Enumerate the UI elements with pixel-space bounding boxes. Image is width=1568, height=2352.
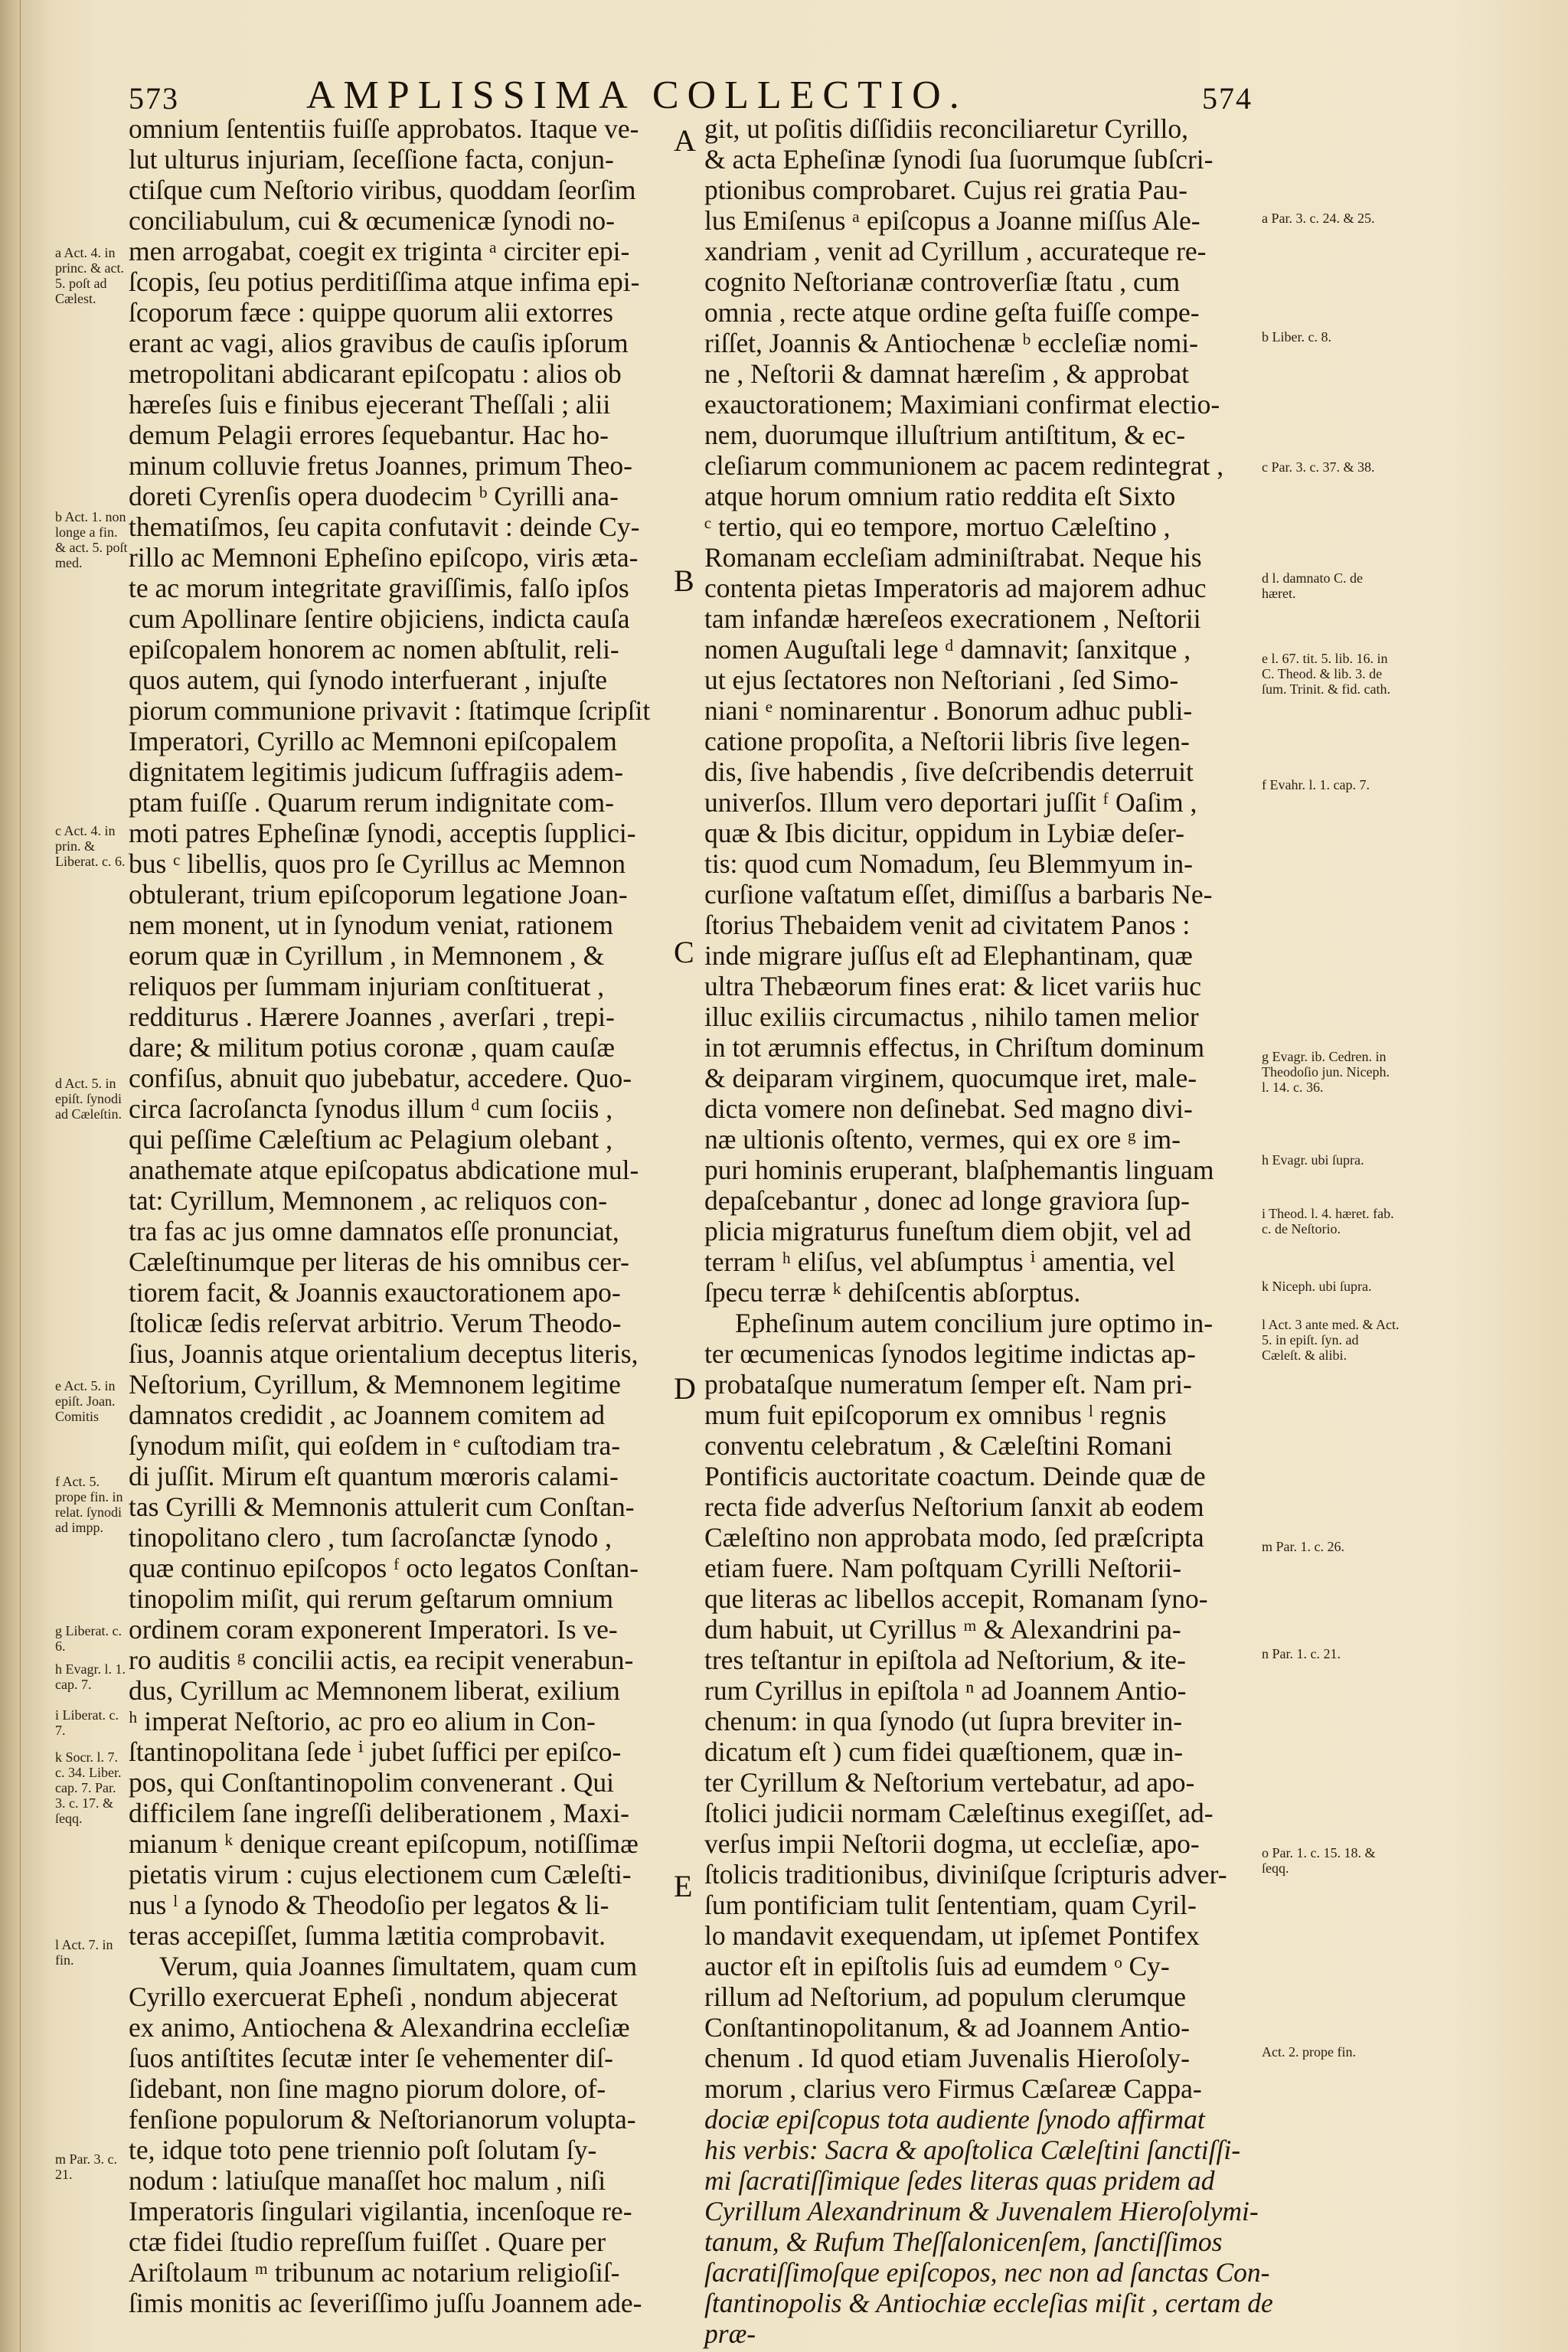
text-line: tra fas ac jus omne damnatos eſſe pronunciat, [129, 1216, 619, 1246]
text-line: nodum : latiuſque manaſſet hoc malum , niſi [129, 2165, 606, 2196]
text-line: di juſſit. Mirum eſt quantum mœroris calami- [129, 1461, 619, 1491]
text-line: ſidebant, non ſine magno piorum dolore, of- [129, 2073, 606, 2104]
text-line: cum Apollinare ſentire objiciens, indicta cauſa [129, 603, 630, 634]
text-line: dignitatem legitimis judicum ſuffragiis adem- [129, 756, 624, 787]
text-line: verſus impii Neſtorii dogma, ut eccleſiæ, apo- [704, 1828, 1200, 1859]
text-line: quos autem, qui ſynodo interfuerant , injuſte [129, 665, 608, 695]
margin-note: e Act. 5. in epiſt. Joan. Comitis [55, 1378, 116, 1424]
text-line: mum fuit epiſcoporum ex omnibus ˡ regnis [704, 1400, 1167, 1430]
text-line: git, ut poſitis diſſidiis reconciliaretur Cyrillo, [704, 113, 1189, 144]
text-line: curſione vaſtatum eſſet, dimiſſus a barbaris Ne- [704, 879, 1213, 910]
text-line: cognito Neſtorianæ controverſiæ ſtatu , cum [704, 266, 1181, 297]
margin-note: d Act. 5. in epiſt. ſynodi ad Cæleſtin. [55, 1076, 122, 1122]
previous-page-edge [0, 0, 21, 2352]
margin-note: l Act. 3 ante med. & Act. 5. in epiſt. ſyn. ad Cæleſt. & alibi. [1262, 1317, 1400, 1363]
text-line: piorum communione privavit : ſtatimque ſcripſit [129, 695, 651, 726]
text-line: auctor eſt in epiſtolis ſuis ad eumdem ᵒ Cy- [704, 1951, 1170, 1981]
text-line: exauctorationem; Maximiani confirmat electio- [704, 389, 1220, 420]
text-line: Cæleſtinumque per literas de his omnibus cer- [129, 1246, 629, 1277]
section-letter: E [674, 1869, 693, 1903]
text-line: tres teſtantur in epiſtola ad Neſtorium, & ite- [704, 1645, 1186, 1675]
text-line: dicta vomere non deſinebat. Sed magno divi- [704, 1093, 1193, 1124]
text-line: univerſos. Illum vero deportari juſſit ᶠ Oaſim , [704, 787, 1197, 818]
text-line: fenſione populorum & Neſtorianorum volupta- [129, 2104, 636, 2135]
text-line: chenum . Id quod etiam Juvenalis Hieroſoly- [704, 2043, 1190, 2073]
text-line: ter Cyrillum & Neſtorium vertebatur, ad apo- [704, 1767, 1195, 1798]
section-letter: C [674, 935, 694, 969]
text-line: moti patres Epheſinæ ſynodi, acceptis ſupplici- [129, 818, 636, 848]
text-line: Cæleſtino non approbata modo, ſed præſcripta [704, 1522, 1204, 1553]
text-line: Imperatori, Cyrillo ac Memnoni epiſcopalem [129, 726, 617, 756]
margin-note: f Act. 5. prope fin. in relat. ſynodi ad impp. [55, 1474, 123, 1535]
text-line: ſum pontificiam tulit ſententiam, quam Cyril- [704, 1890, 1197, 1920]
text-line: rillum ad Neſtorium, ad populum clerumque [704, 1981, 1186, 2012]
text-line: doreti Cyrenſis opera duodecim ᵇ Cyrilli ana- [129, 481, 619, 511]
text-line: ſtantinopolitana ſede ⁱ jubet ſuffici per epiſco- [129, 1736, 622, 1767]
text-line: Pontificis auctoritate coactum. Deinde quæ de [704, 1461, 1206, 1491]
text-line: in tot ærumnis effectus, in Chriſtum dominum [704, 1032, 1205, 1063]
text-line: ro auditis ᵍ concilii actis, ea recipit venerabun- [129, 1645, 634, 1675]
text-line: ut ejus ſectatores non Neſtoriani , ſed Simo- [704, 665, 1179, 695]
section-letter: B [674, 564, 694, 598]
text-line: teras accepiſſet, ſumma lætitia comprobavit. [129, 1920, 606, 1951]
text-line: dociæ epiſcopus tota audiente ſynodo affirmat [704, 2104, 1205, 2135]
margin-note: m Par. 3. c. 21. [55, 2151, 117, 2182]
text-line: ſius, Joannis atque orientalium deceptus literis, [129, 1338, 639, 1369]
text-line: qui peſſime Cæleſtium ac Pelagium olebant , [129, 1124, 612, 1155]
text-line: ſcopis, ſeu potius perditiſſima atque infima epi- [129, 266, 640, 297]
text-line: minum colluvie fretus Joannes, primum Theo- [129, 450, 632, 481]
text-line: pos, qui Conſtantinopolim convenerant . Qui [129, 1767, 614, 1798]
text-line: lut ulturus injuriam, ſeceſſione facta, conjun- [129, 144, 614, 175]
text-line: Imperatoris ſingulari vigilantia, incenſoque re- [129, 2196, 632, 2226]
right-page-number: 574 [1202, 81, 1253, 116]
margin-note: b Act. 1. non longe a fin. & act. 5. poſt med. [55, 509, 128, 570]
text-line: Cyrillo exercuerat Epheſi , nondum abjecerat [129, 1981, 618, 2012]
left-page-number: 573 [129, 81, 179, 116]
text-line: & acta Epheſinæ ſynodi ſua ſuorumque ſubſcri- [704, 144, 1214, 175]
text-line: eorum quæ in Cyrillum , in Memnonem , & [129, 940, 605, 971]
text-line: ordinem coram exponerent Imperatori. Is ve- [129, 1614, 618, 1645]
margin-note: i Liberat. c. 7. [55, 1707, 119, 1738]
margin-note: a Act. 4. in princ. & act. 5. poſt ad Cælest. [55, 245, 124, 306]
text-line: ptionibus comprobaret. Cujus rei gratia Pau- [704, 175, 1187, 205]
text-line: puri hominis eruperant, blaſphemantis linguam [704, 1155, 1214, 1185]
margin-note: i Theod. l. 4. hæret. fab. c. de Neſtorio. [1262, 1206, 1394, 1236]
text-line: chenum: in qua ſynodo (ut ſupra breviter in- [704, 1706, 1183, 1736]
text-line: Conſtantinopolitanum, & ad Joannem Antio- [704, 2012, 1191, 2043]
running-title: AMPLISSIMA COLLECTIO. [306, 74, 968, 117]
text-line: xandriam , venit ad Cyrillum , accurateque re- [704, 236, 1207, 266]
text-line: ex animo, Antiochena & Alexandrina eccleſiæ [129, 2012, 630, 2043]
margin-note: k Niceph. ubi ſupra. [1262, 1279, 1372, 1294]
text-line: probataſque numeratum ſemper eſt. Nam pri- [704, 1369, 1192, 1400]
text-line: depaſcebantur , donec ad longe graviora ſup- [704, 1185, 1190, 1216]
text-line: te ac morum integritate graviſſimis, falſo ipſos [129, 573, 629, 603]
text-line: ſpecu terræ ᵏ dehiſcentis abſorptus. [704, 1277, 1081, 1308]
text-line: ſacratiſſimoſque epiſcopos, nec non ad ſanctas Con- [704, 2257, 1270, 2288]
text-line: epiſcopalem honorem ac nomen abſtulit, reli- [129, 634, 619, 665]
text-line: te, idque toto pene triennio poſt ſolutam ſy- [129, 2135, 597, 2165]
text-line: erant ac vagi, alios gravibus de cauſis ipſorum [129, 328, 629, 358]
text-line: rum Cyrillus in epiſtola ⁿ ad Joannem Antio- [704, 1675, 1187, 1706]
text-line: ſtolicis traditionibus, diviniſque ſcripturis adver- [704, 1859, 1227, 1890]
text-line: ſynodum miſit, qui eoſdem in ᵉ cuſtodiam tra- [129, 1430, 621, 1461]
text-line: metropolitani abdicarant epiſcopatu : alios ob [129, 358, 622, 389]
text-line: illuc exiliis circumactus , nihilo tamen melior [704, 1001, 1199, 1032]
margin-note: l Act. 7. in fin. [55, 1937, 113, 1968]
text-line: thematiſmos, ſeu capita confutavit : deinde Cy- [129, 511, 640, 542]
text-line: næ ultionis oſtento, vermes, qui ex ore ᵍ im- [704, 1124, 1181, 1155]
margin-note: g Evagr. ib. Cedren. in Theodoſio jun. Niceph. l. 14. c. 36. [1262, 1049, 1390, 1095]
margin-note: b Liber. c. 8. [1262, 329, 1331, 345]
text-line: tam infandæ hæreſeos execrationem , Neſtorii [704, 603, 1201, 634]
text-line: tis: quod cum Nomadum, ſeu Blemmyum in- [704, 848, 1193, 879]
section-letter: A [674, 123, 696, 158]
text-line: Ariſtolaum ᵐ tribunum ac notarium religioſiſ- [129, 2257, 620, 2288]
text-line: terram ʰ eliſus, vel abſumptus ⁱ amentia, vel [704, 1246, 1175, 1277]
text-line: ptam fuiſſe . Quarum rerum indignitate com- [129, 787, 614, 818]
text-line: bus ᶜ libellis, quos pro ſe Cyrillus ac Memnon [129, 848, 626, 879]
text-line: inde migrare juſſus eſt ad Elephantinam, quæ [704, 940, 1193, 971]
text-line: tiorem facit, & Joannis exauctorationem apo- [129, 1277, 621, 1308]
text-line: atque horum omnium ratio reddita eſt Sixto [704, 481, 1176, 511]
left-text-column [129, 113, 680, 2318]
text-line: damnatos credidit , ac Joannem comitem ad [129, 1400, 606, 1430]
text-line: Romanam eccleſiam adminiſtrabat. Neque his [704, 542, 1202, 573]
text-line: ſtolici judicii normam Cæleſtinus exegiſſet, ad- [704, 1798, 1214, 1828]
text-line: quæ continuo epiſcopos ᶠ octo legatos Conſtan- [129, 1553, 639, 1583]
margin-note: a Par. 3. c. 24. & 25. [1262, 211, 1375, 226]
text-line: que literas ac libellos accepit, Romanam ſyno- [704, 1583, 1208, 1614]
text-line: quæ & Ibis dicitur, oppidum in Lybiæ deſer- [704, 818, 1184, 848]
text-line: ᶜ tertio, qui eo tempore, mortuo Cæleſtino , [704, 511, 1171, 542]
text-line: dis, ſive habendis , ſive deſcribendis deterruit [704, 756, 1194, 787]
text-line: ʰ imperat Neſtorio, ac pro eo alium in Con- [129, 1706, 596, 1736]
margin-note: m Par. 1. c. 26. [1262, 1539, 1344, 1554]
text-line: mi ſacratiſſimique ſedes literas quas pridem ad [704, 2165, 1215, 2196]
text-line: morum , clarius vero Firmus Cæſareæ Cappa- [704, 2073, 1202, 2104]
text-line: mianum ᵏ denique creant epiſcopum, notiſſimæ [129, 1828, 639, 1859]
text-line: dum habuit, ut Cyrillus ᵐ & Alexandrini pa- [704, 1614, 1181, 1645]
text-line: lus Emiſenus ᵃ epiſcopus a Joanne miſſus Ale- [704, 205, 1200, 236]
text-line: plicia migraturus funeſtum diem objit, vel ad [704, 1216, 1191, 1246]
text-line: recta fide adverſus Neſtorium ſanxit ab eodem [704, 1491, 1204, 1522]
text-line: ſimis monitis ac ſeveriſſimo juſſu Joannem ade- [129, 2288, 642, 2318]
margin-note: o Par. 1. c. 15. 18. & ſeqq. [1262, 1845, 1376, 1876]
text-line: anathemate atque epiſcopatus abdicatione mul- [129, 1155, 639, 1185]
margin-note: c Act. 4. in prin. & Liberat. c. 6. [55, 823, 126, 869]
text-line: tas Cyrilli & Memnonis attulerit cum Conſtan- [129, 1491, 635, 1522]
margin-note: d l. damnato C. de hæret. [1262, 570, 1363, 601]
margin-note: k Socr. l. 7. c. 34. Liber. cap. 7. Par. 3. c. 17. & ſeqq. [55, 1749, 122, 1826]
text-line: nem, duorumque illuſtrium antiſtitum, & ec- [704, 420, 1186, 450]
text-line: præ- [704, 2318, 756, 2349]
margin-note: n Par. 1. c. 21. [1262, 1646, 1341, 1661]
text-line: omnium ſententiis fuiſſe approbatos. Itaque ve- [129, 113, 639, 144]
text-line: pietatis virum : cujus electionem cum Cæleſti- [129, 1859, 632, 1890]
margin-note: g Liberat. c. 6. [55, 1623, 122, 1654]
text-line: nomen Auguſtali lege ᵈ damnavit; ſanxitque , [704, 634, 1191, 665]
section-letter: D [674, 1371, 696, 1406]
text-line: etiam fuere. Nam poſtquam Cyrilli Neſtorii- [704, 1553, 1182, 1583]
text-line: cleſiarum communionem ac pacem redintegrat , [704, 450, 1224, 481]
right-text-column [704, 113, 1273, 2349]
text-line: contenta pietas Imperatoris ad majorem adhuc [704, 573, 1207, 603]
text-line: tinopolitano clero , tum ſacroſanctæ ſynodo , [129, 1522, 612, 1553]
text-line: dare; & militum potius coronæ , quam cauſæ [129, 1032, 615, 1063]
text-line: ſtantinopolis & Antiochiæ eccleſias miſit , certam de [704, 2288, 1273, 2318]
text-line: Cyrillum Alexandrinum & Juvenalem Hieroſolymi- [704, 2196, 1259, 2226]
text-line: ter œcumenicas ſynodos legitime indictas ap- [704, 1338, 1196, 1369]
text-line: hæreſes ſuis e finibus ejecerant Theſſali ; alii [129, 389, 611, 420]
text-line: circa ſacroſancta ſynodus illum ᵈ cum ſociis , [129, 1093, 613, 1124]
margin-note: h Evagr. ubi ſupra. [1262, 1152, 1364, 1168]
text-line: ſtorius Thebaidem venit ad civitatem Panos : [704, 910, 1191, 940]
text-line: ſcoporum fæce : quippe quorum alii extorres [129, 297, 613, 328]
text-line: Epheſinum autem concilium jure optimo in- [735, 1308, 1214, 1338]
text-line: demum Pelagii errores ſequebantur. Hac ho- [129, 420, 609, 450]
text-line: Neſtorium, Cyrillum, & Memnonem legitime [129, 1369, 621, 1400]
text-line: & deiparam virginem, quocumque iret, male- [704, 1063, 1197, 1093]
text-line: ctiſque cum Neſtorio viribus, quoddam ſeorſim [129, 175, 636, 205]
text-line: confiſus, abnuit quo jubebatur, accedere. Quo- [129, 1063, 632, 1093]
text-line: his verbis: Sacra & apoſtolica Cæleſtini ſanctiſſi- [704, 2135, 1241, 2165]
text-line: redditurus . Hærere Joannes , averſari , trepi- [129, 1001, 615, 1032]
text-line: Verum, quia Joannes ſimultatem, quam cum [159, 1951, 638, 1981]
margin-note: c Par. 3. c. 37. & 38. [1262, 459, 1375, 475]
text-line: ultra Thebæorum fines erat: & licet variis huc [704, 971, 1202, 1001]
text-line: lo mandavit exequendam, ut ipſemet Pontifex [704, 1920, 1200, 1951]
text-line: reliquos per ſummam injuriam conſtituerat , [129, 971, 605, 1001]
text-line: difficilem ſane ingreſſi deliberationem , Maxi- [129, 1798, 629, 1828]
text-line: ſtolicæ ſedis reſervat arbitrio. Verum Theodo- [129, 1308, 622, 1338]
text-line: dus, Cyrillum ac Memnonem liberat, exilium [129, 1675, 620, 1706]
margin-note: h Evagr. l. 1. cap. 7. [55, 1661, 126, 1692]
text-line: niani ᵉ nominarentur . Bonorum adhuc publi- [704, 695, 1193, 726]
text-line: nem monent, ut in ſynodum veniat, rationem [129, 910, 613, 940]
text-line: ſuos antiſtites ſecutæ inter ſe vehementer diſ- [129, 2043, 613, 2073]
text-line: conciliabulum, cui & œcumenicæ ſynodi no- [129, 205, 615, 236]
text-line: ctæ fidei ſtudio repreſſum fuiſſet . Quare per [129, 2226, 606, 2257]
text-line: catione propoſita, a Neſtorii libris ſive legen- [704, 726, 1190, 756]
text-line: tanum, & Rufum Theſſalonicenſem, ſanctiſſimos [704, 2226, 1223, 2257]
text-line: rillo ac Memnoni Epheſino epiſcopo, viris æta- [129, 542, 639, 573]
text-line: omnia , recte atque ordine geſta fuiſſe compe- [704, 297, 1200, 328]
text-line: tat: Cyrillum, Memnonem , ac reliquos con- [129, 1185, 608, 1216]
margin-note: Act. 2. prope fin. [1262, 2044, 1356, 2060]
text-line: conventu celebratum , & Cæleſtini Romani [704, 1430, 1173, 1461]
text-line: tinopolim miſit, qui rerum geſtarum omnium [129, 1583, 614, 1614]
text-line: ne , Neſtorii & damnat hæreſim , & approbat [704, 358, 1189, 389]
text-line: riſſet, Joannis & Antiochenæ ᵇ eccleſiæ nomi- [704, 328, 1198, 358]
text-line: dicatum eſt ) cum fidei quæſtionem, quæ in- [704, 1736, 1184, 1767]
text-line: nus ˡ a ſynodo & Theodoſio per legatos & li- [129, 1890, 609, 1920]
text-line: obtulerant, trium epiſcoporum legatione Joan- [129, 879, 628, 910]
text-line: men arrogabat, coegit ex triginta ᵃ circiter epi- [129, 236, 630, 266]
margin-note: e l. 67. tit. 5. lib. 16. in C. Theod. & lib. 3. de ſum. Trinit. & fid. cath. [1262, 651, 1391, 697]
margin-note: f Evahr. l. 1. cap. 7. [1262, 777, 1370, 792]
